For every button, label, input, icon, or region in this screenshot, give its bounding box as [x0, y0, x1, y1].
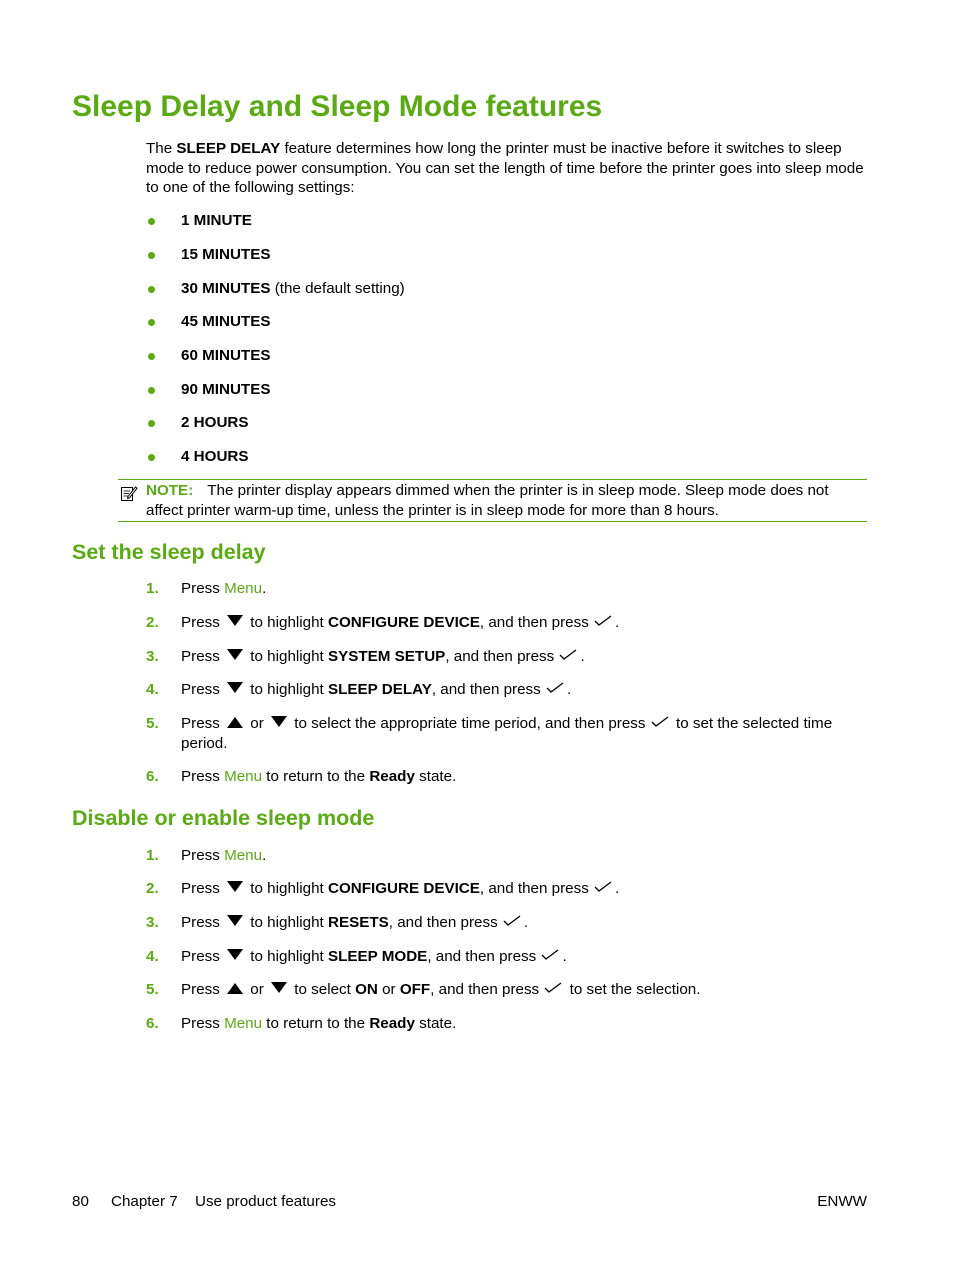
step-text: to return to the — [266, 768, 366, 785]
intro-paragraph — [146, 139, 871, 198]
punctuation: . — [562, 948, 567, 965]
step-text: , and then press — [427, 948, 537, 965]
checkmark-icon — [540, 948, 562, 962]
step-text: Press — [181, 847, 220, 864]
step-text: Press — [181, 648, 220, 665]
menu-button-label: Menu — [224, 768, 263, 785]
step-number: 5. — [146, 981, 159, 998]
bullet-icon — [148, 420, 155, 427]
page-number: 80 — [72, 1193, 89, 1210]
bullet-icon — [148, 319, 155, 326]
punctuation: . — [615, 614, 620, 631]
off-option: OFF — [399, 981, 431, 998]
down-arrow-icon — [268, 715, 290, 729]
step-text: Press — [181, 948, 220, 965]
menu-item: CONFIGURE DEVICE — [328, 880, 480, 897]
setting-label: 15 MINUTES — [181, 246, 271, 263]
down-arrow-icon — [224, 681, 246, 695]
step-text: to select the appropriate time period, and then press — [294, 715, 646, 732]
menu-item: SLEEP MODE — [328, 948, 428, 965]
checkmark-icon — [543, 981, 565, 995]
step-text: to highlight — [250, 614, 324, 631]
setting-note: (the default setting) — [270, 280, 405, 297]
step-text: Press — [181, 981, 220, 998]
punctuation: . — [262, 580, 267, 597]
bullet-icon — [148, 218, 155, 225]
ready-state-label: Ready — [369, 1015, 415, 1032]
intro-strong: SLEEP DELAY — [176, 140, 281, 157]
checkmark-icon — [650, 715, 672, 729]
step-number: 2. — [146, 614, 159, 631]
step-number: 5. — [146, 715, 159, 732]
step-text: , and then press — [445, 648, 555, 665]
punctuation: . — [523, 914, 529, 931]
step-text: state. — [419, 1015, 457, 1032]
step-text: Press — [181, 681, 220, 698]
menu-button-label: Menu — [224, 580, 263, 597]
step-text: or — [250, 715, 264, 732]
note-text: The printer display appears dimmed when the printer is in sleep mode. Sleep mode does not affect printer warm-up time, unless the printer is in sleep mode for more than 8 hours. — [146, 482, 829, 519]
checkmark-icon — [593, 614, 615, 628]
page-title: Sleep Delay and Sleep Mode features — [72, 90, 603, 123]
step-text: Press — [181, 580, 220, 597]
step-text: Press — [181, 880, 220, 897]
setting-label: 30 MINUTES — [181, 280, 271, 297]
menu-item: SLEEP DELAY — [328, 681, 432, 698]
up-arrow-icon — [224, 715, 246, 729]
punctuation: . — [262, 847, 267, 864]
step-text: to highlight — [250, 681, 324, 698]
bullet-icon — [148, 286, 155, 293]
bullet-icon — [148, 387, 155, 394]
step-number: 4. — [146, 948, 159, 965]
step-text: to highlight — [250, 648, 324, 665]
step-text: to highlight — [250, 880, 324, 897]
intro-suffix: feature determines how long the printer must be inactive before it switches to sleep mode to reduce power consumption. You can set the length of time before the printer goes into sleep mode to one of the following settings: — [146, 140, 864, 196]
step-number: 1. — [146, 847, 159, 864]
step-text: Press — [181, 614, 220, 631]
step-text: to set the selection. — [569, 981, 701, 998]
step-text: , and then press — [430, 981, 540, 998]
punctuation: . — [580, 648, 585, 665]
bullet-icon — [148, 353, 155, 360]
section-heading-sleep-mode: Disable or enable sleep mode — [72, 806, 375, 830]
bullet-icon — [148, 454, 155, 461]
footer-edition: ENWW — [817, 1193, 867, 1210]
down-arrow-icon — [224, 614, 246, 628]
step-text: to return to the — [266, 1015, 366, 1032]
step-text: Press — [181, 914, 220, 931]
setting-label: 60 MINUTES — [181, 347, 271, 364]
intro-prefix: The — [146, 140, 177, 157]
step-number: 3. — [146, 914, 159, 931]
punctuation: . — [615, 880, 620, 897]
setting-label: 45 MINUTES — [181, 313, 271, 330]
step-number: 3. — [146, 648, 159, 665]
footer-section: Use product features — [195, 1193, 336, 1210]
up-arrow-icon — [224, 981, 246, 995]
menu-button-label: Menu — [224, 1015, 263, 1032]
menu-item: RESETS — [328, 914, 389, 931]
down-arrow-icon — [224, 914, 246, 928]
step-text: Press — [181, 715, 220, 732]
note-icon — [120, 484, 138, 502]
step-text: Press — [181, 1015, 220, 1032]
checkmark-icon — [545, 681, 567, 695]
menu-item: SYSTEM SETUP — [328, 648, 446, 665]
checkmark-icon — [593, 880, 615, 894]
checkmark-icon — [558, 648, 580, 662]
step-text: , and then press — [431, 681, 541, 698]
step-text: , and then press — [388, 914, 498, 931]
menu-item: CONFIGURE DEVICE — [328, 614, 480, 631]
note-box — [118, 479, 867, 522]
step-text: to highlight — [250, 948, 324, 965]
footer-chapter: Chapter 7 — [111, 1193, 178, 1210]
down-arrow-icon — [224, 948, 246, 962]
step-text: Press — [181, 768, 220, 785]
step-number: 4. — [146, 681, 159, 698]
checkmark-icon — [502, 914, 524, 928]
step-number: 6. — [146, 1015, 159, 1032]
step-text: to highlight — [250, 914, 324, 931]
menu-button-label: Menu — [224, 847, 263, 864]
step-number: 2. — [146, 880, 159, 897]
step-text: to select — [294, 981, 351, 998]
note-label: NOTE: — [146, 482, 194, 499]
step-text: or — [250, 981, 264, 998]
step-text: , and then press — [479, 614, 589, 631]
step-number: 6. — [146, 768, 159, 785]
on-option: ON — [355, 981, 378, 998]
setting-label: 90 MINUTES — [181, 381, 271, 398]
setting-label: 1 MINUTE — [181, 212, 252, 229]
down-arrow-icon — [224, 880, 246, 894]
bullet-icon — [148, 252, 155, 259]
step-text: or — [382, 981, 396, 998]
setting-label: 4 HOURS — [181, 448, 249, 465]
step-text: to set the selected time period. — [181, 715, 833, 752]
section-heading-set-sleep-delay: Set the sleep delay — [72, 540, 266, 564]
down-arrow-icon — [268, 981, 290, 995]
punctuation: . — [566, 681, 572, 698]
step-number: 1. — [146, 580, 159, 597]
step-text: state. — [419, 768, 457, 785]
setting-label: 2 HOURS — [181, 414, 249, 431]
step-text: , and then press — [479, 880, 589, 897]
down-arrow-icon — [224, 648, 246, 662]
ready-state-label: Ready — [369, 768, 415, 785]
